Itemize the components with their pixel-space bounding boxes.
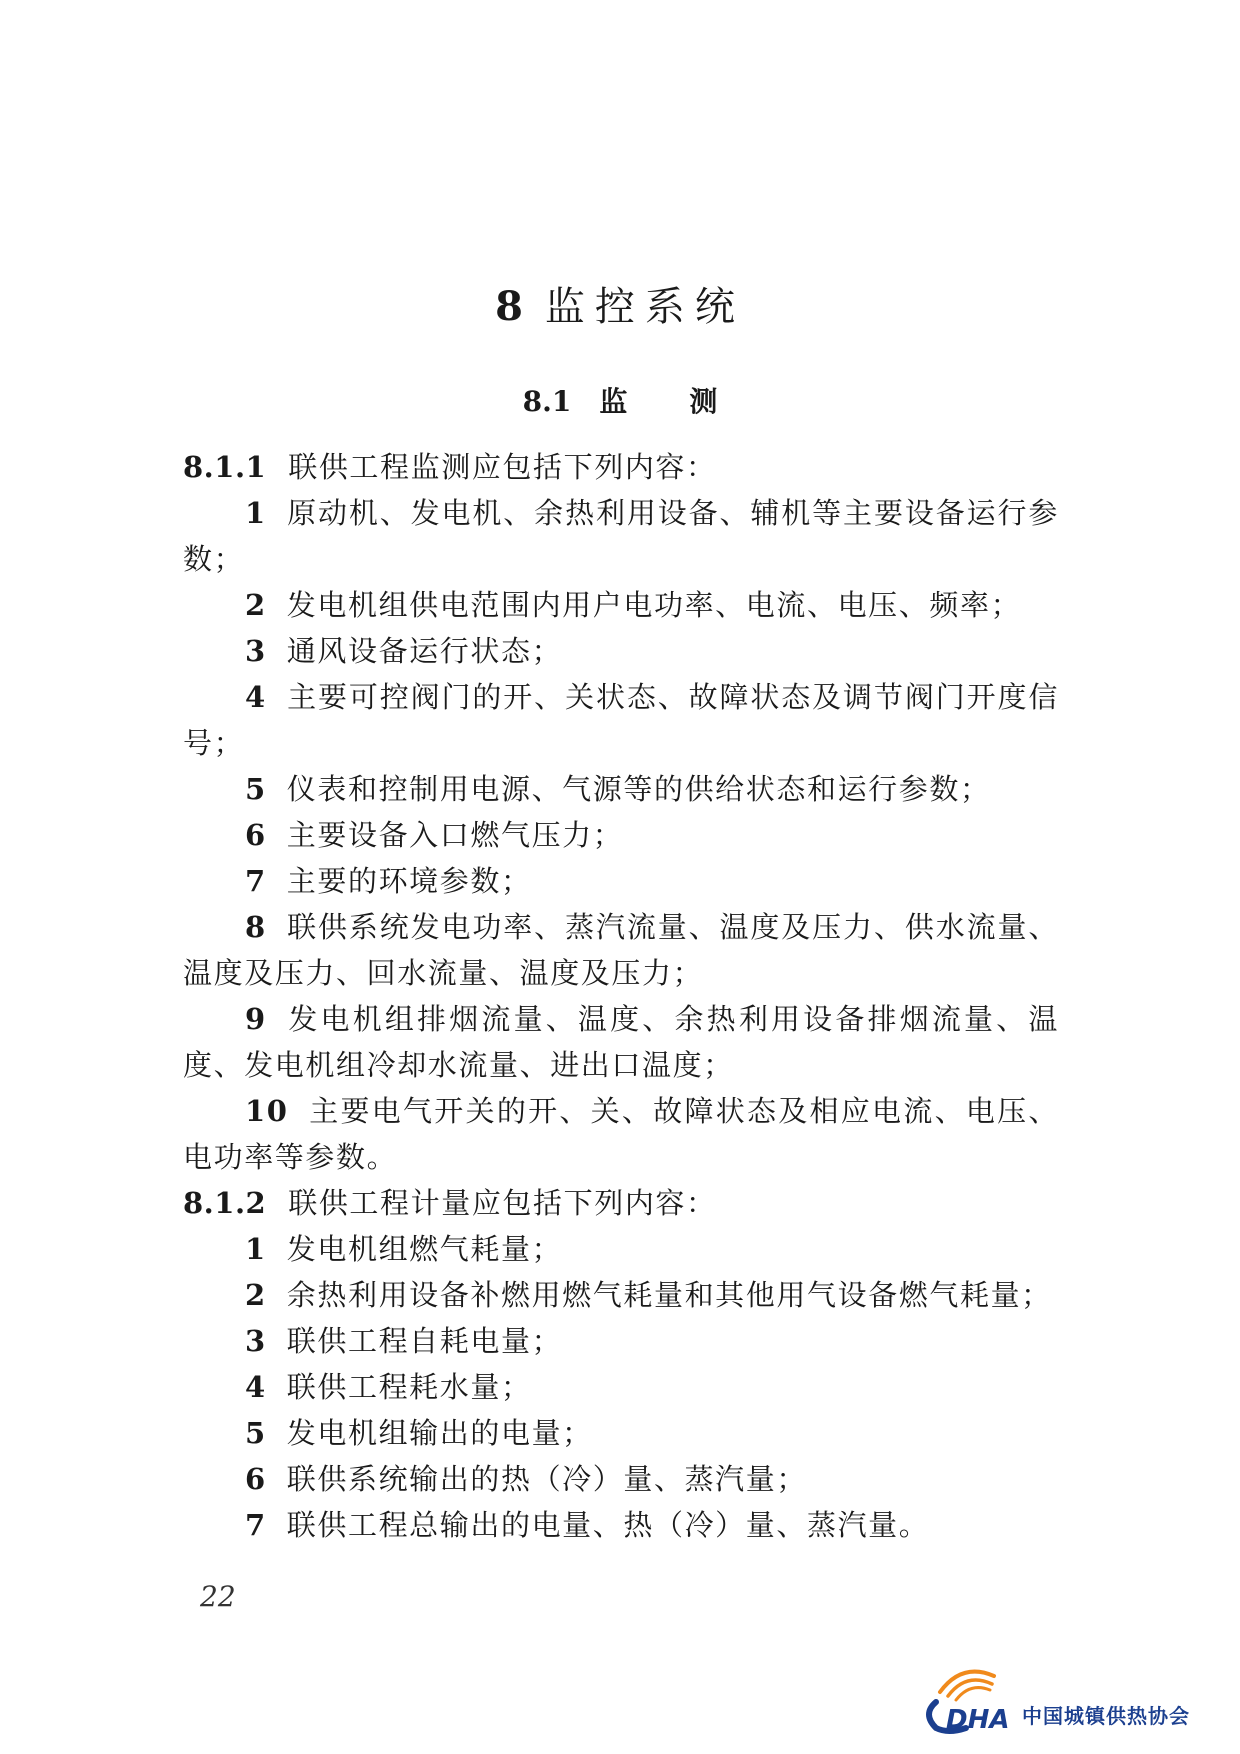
item-number: 6 <box>245 818 267 852</box>
page-number: 22 <box>200 1580 236 1613</box>
clause-text: 联供工程监测应包括下列内容： <box>288 450 717 484</box>
item-number: 7 <box>245 864 267 898</box>
item-number: 4 <box>245 1370 267 1404</box>
item-text: 联供工程耗水量； <box>286 1370 532 1404</box>
list-item <box>183 490 1059 582</box>
clause-8-1-1 <box>183 444 1059 490</box>
item-text: 联供系统发电功率、蒸汽流量、温度及压力、供水流量、温度及压力、回水流量、温度及压力； <box>183 910 1059 990</box>
item-number: 7 <box>245 1508 267 1542</box>
list-item <box>183 1364 1059 1410</box>
chapter-title <box>0 282 1240 332</box>
item-text: 发电机组输出的电量； <box>286 1416 593 1450</box>
item-number: 4 <box>245 680 267 714</box>
section-title <box>0 382 1240 422</box>
item-text: 通风设备运行状态； <box>286 634 563 668</box>
list-item <box>183 812 1059 858</box>
list-item <box>183 674 1059 766</box>
list-item <box>183 1226 1059 1272</box>
body-text <box>183 444 1059 1548</box>
list-item <box>183 582 1059 628</box>
item-number: 10 <box>245 1094 289 1128</box>
list-item <box>183 1318 1059 1364</box>
list-item <box>183 1502 1059 1548</box>
item-text: 主要设备入口燃气压力； <box>286 818 624 852</box>
item-number: 5 <box>245 1416 267 1450</box>
list-item <box>183 858 1059 904</box>
section-title-part2: 测 <box>689 385 718 418</box>
item-number: 1 <box>245 496 267 530</box>
item-number: 8 <box>245 910 267 944</box>
clause-number: 8.1.2 <box>183 1186 267 1220</box>
item-text: 余热利用设备补燃用燃气耗量和其他用气设备燃气耗量； <box>286 1278 1052 1312</box>
svg-text:DHA: DHA <box>946 1705 1010 1735</box>
association-name: 中国城镇供热协会 <box>1022 1704 1190 1728</box>
item-number: 3 <box>245 1324 267 1358</box>
section-number: 8.1 <box>522 385 572 418</box>
list-item <box>183 1272 1059 1318</box>
item-text: 主要电气开关的开、关、故障状态及相应电流、电压、电功率等参数。 <box>183 1094 1059 1174</box>
item-text: 仪表和控制用电源、气源等的供给状态和运行参数； <box>286 772 991 806</box>
section-title-part1: 监 <box>599 385 628 418</box>
item-text: 原动机、发电机、余热利用设备、辅机等主要设备运行参数； <box>183 496 1059 576</box>
chapter-title-text: 监控系统 <box>544 284 745 330</box>
item-text: 联供工程自耗电量； <box>286 1324 563 1358</box>
item-number: 3 <box>245 634 267 668</box>
item-number: 2 <box>245 1278 267 1312</box>
item-text: 主要可控阀门的开、关状态、故障状态及调节阀门开度信号； <box>183 680 1059 760</box>
item-number: 9 <box>245 1002 267 1036</box>
dha-logo-icon <box>892 1652 1022 1738</box>
item-text: 发电机组供电范围内用户电功率、电流、电压、频率； <box>286 588 1022 622</box>
item-text: 发电机组燃气耗量； <box>286 1232 563 1266</box>
item-number: 1 <box>245 1232 267 1266</box>
list-item <box>183 628 1059 674</box>
item-text: 发电机组排烟流量、温度、余热利用设备排烟流量、温度、发电机组冷却水流量、进出口温度； <box>183 1002 1059 1082</box>
list-item <box>183 766 1059 812</box>
item-number: 2 <box>245 588 267 622</box>
list-item <box>183 996 1059 1088</box>
item-text: 联供工程总输出的电量、热（冷）量、蒸汽量。 <box>286 1508 930 1542</box>
list-item <box>183 1088 1059 1180</box>
chapter-number: 8 <box>495 283 523 330</box>
list-item <box>183 904 1059 996</box>
clause-text: 联供工程计量应包括下列内容： <box>288 1186 717 1220</box>
item-text: 主要的环境参数； <box>286 864 532 898</box>
list-item <box>183 1410 1059 1456</box>
association-logo <box>892 1652 1222 1738</box>
clause-8-1-2 <box>183 1180 1059 1226</box>
clause-number: 8.1.1 <box>183 450 267 484</box>
item-text: 联供系统输出的热（冷）量、蒸汽量； <box>286 1462 807 1496</box>
item-number: 6 <box>245 1462 267 1496</box>
list-item <box>183 1456 1059 1502</box>
item-number: 5 <box>245 772 267 806</box>
